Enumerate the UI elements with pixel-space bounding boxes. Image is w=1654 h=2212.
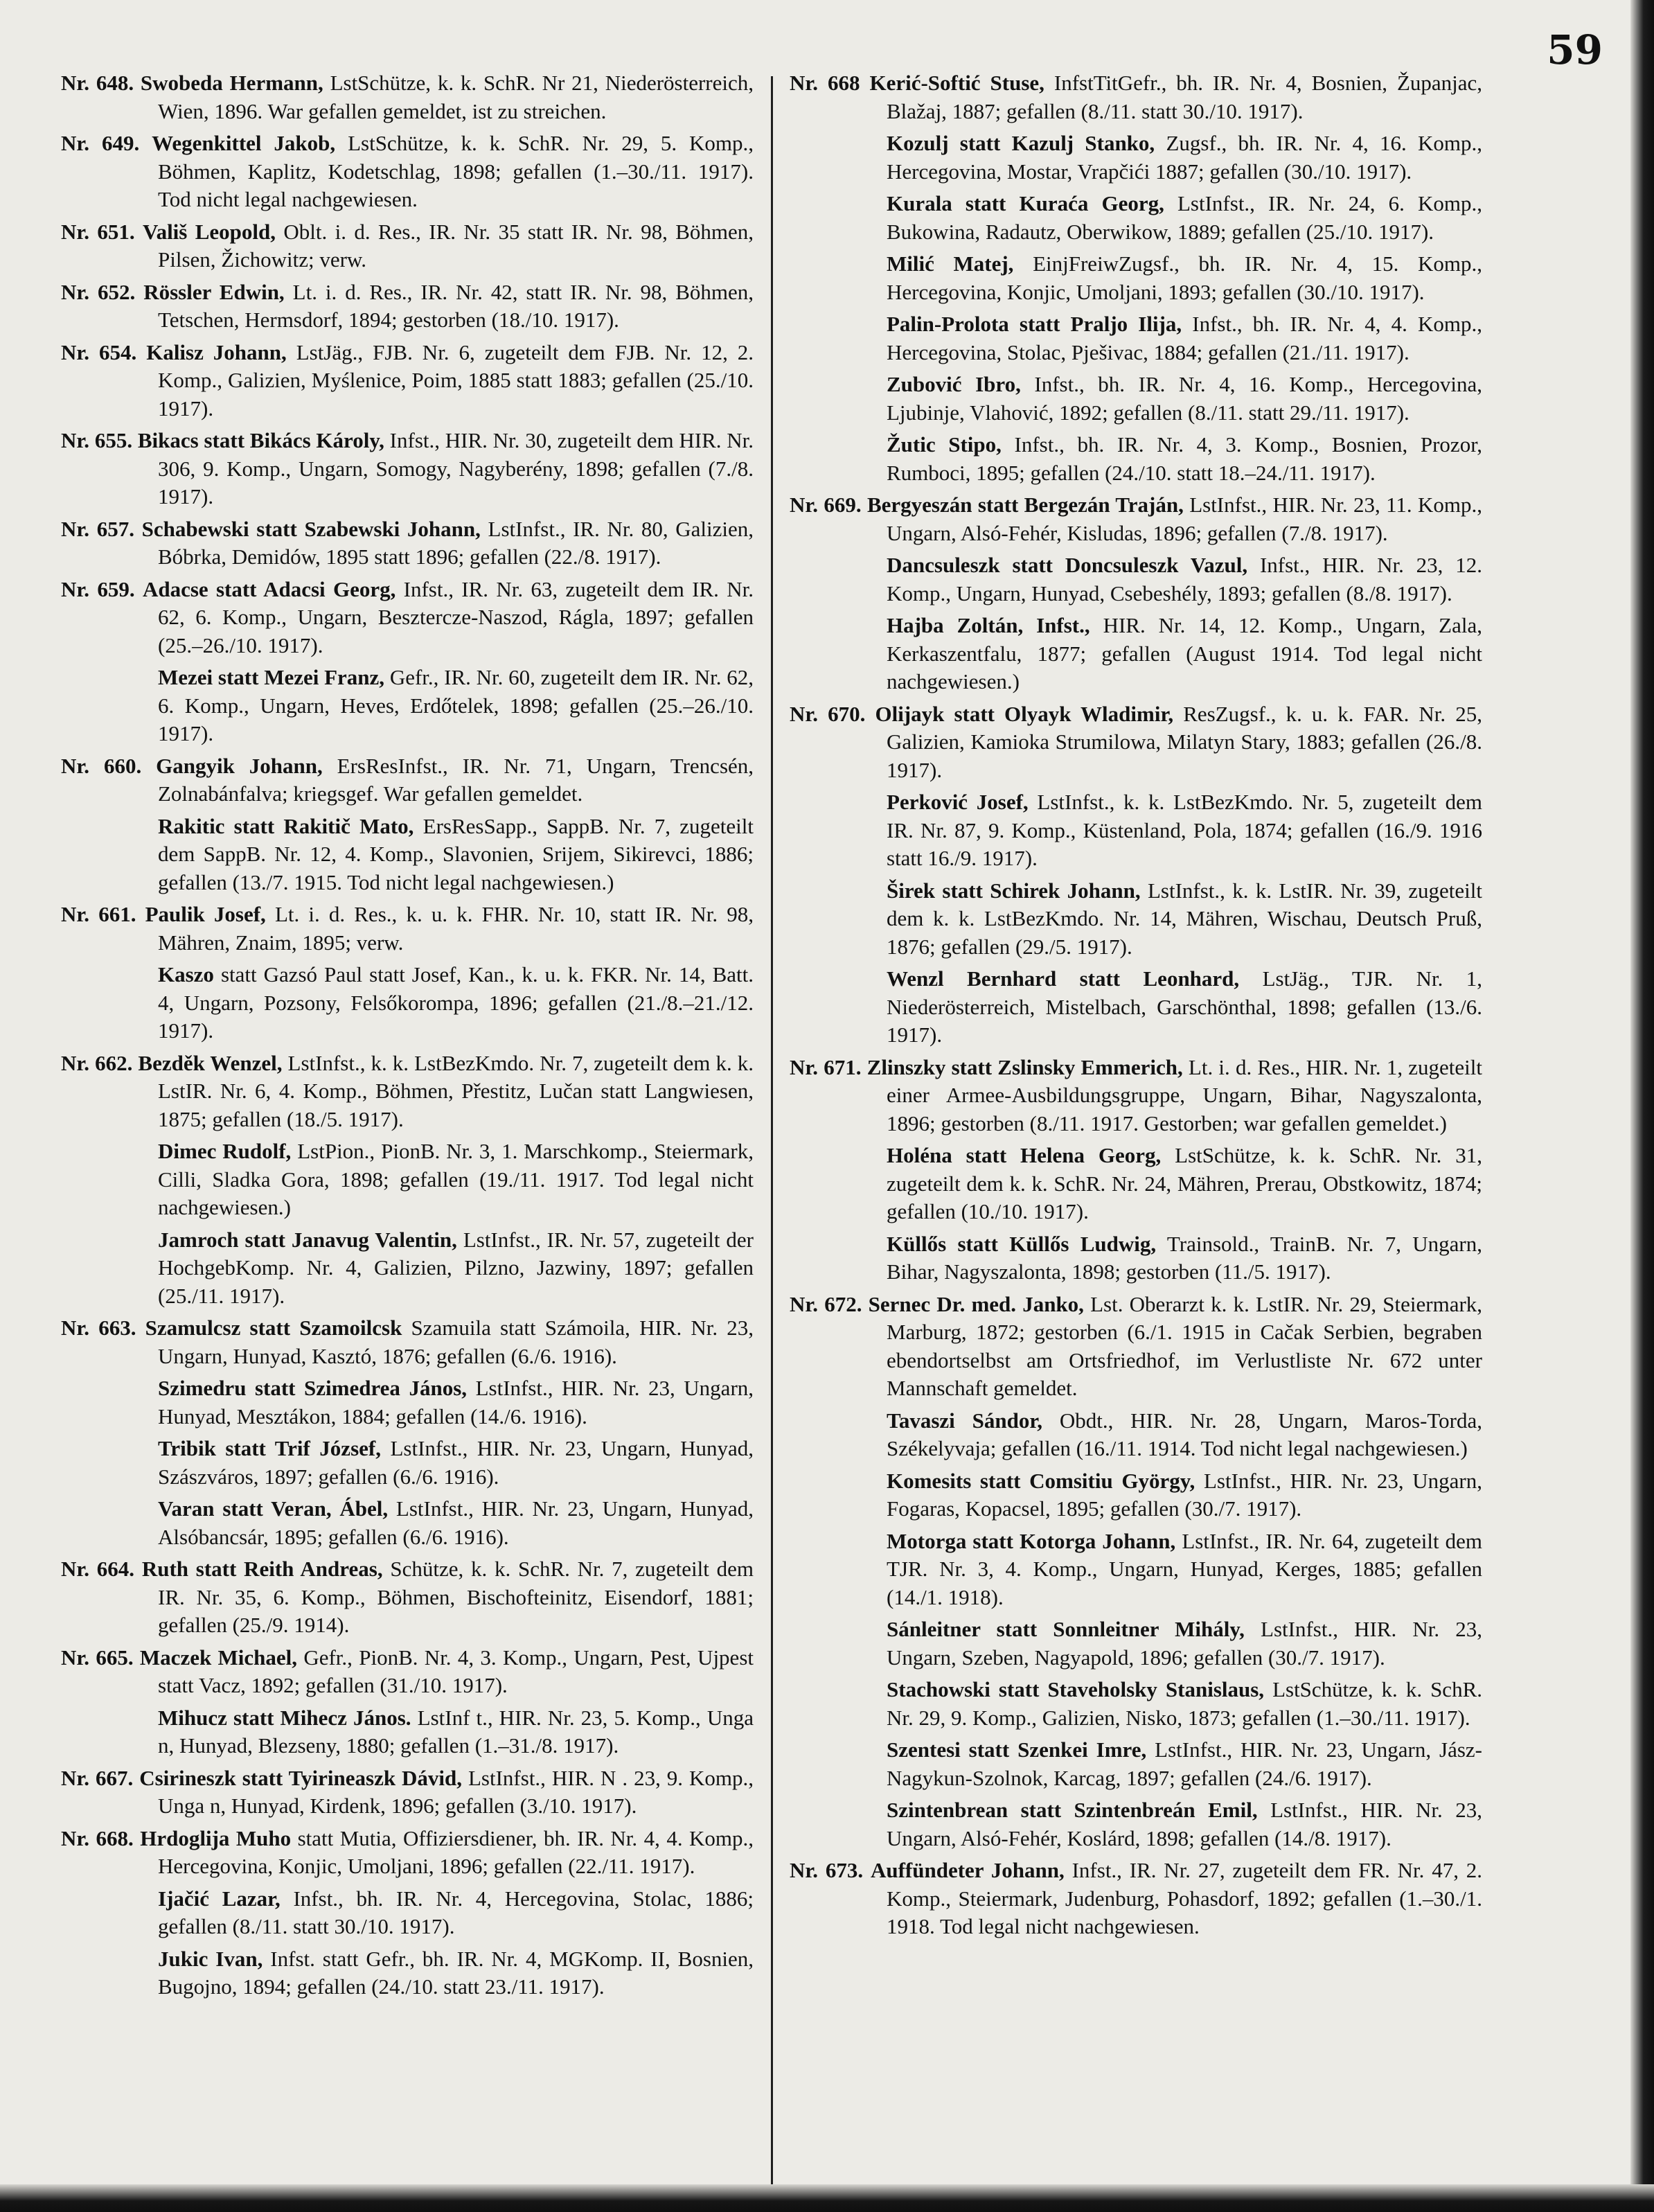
entry-name: Paulik Josef, (145, 902, 266, 926)
casualty-entry (61, 961, 754, 1045)
entry-name: Dancsuleszk statt Doncsuleszk Vazul, (887, 553, 1248, 577)
casualty-entry (61, 69, 754, 125)
scan-edge-bottom (0, 2184, 1654, 2212)
entry-details: Obdt., HIR. Nr. 28, Ungarn, Maros-Torda, Székelyvaja; gefallen (16./11. 1914. Tod nicht legal nachgewiesen.) (887, 1408, 1483, 1460)
casualty-entry (790, 250, 1482, 306)
casualty-entry (790, 1291, 1482, 1403)
casualty-entry (790, 491, 1482, 547)
casualty-entry (61, 1945, 754, 2001)
entry-name: Olijayk statt Olyayk Wladimir, (875, 701, 1174, 726)
casualty-entry (61, 752, 754, 808)
entry-details: LstInfst., HIR. Nr. 23, Ungarn, Hunyad, Szászváros, 1897; gefallen (6./6. 1916). (158, 1436, 754, 1489)
entry-details: statt Gazsó Paul statt Josef, Kan., k. u. k. FKR. Nr. 14, Batt. 4, Ungarn, Pozsony, Felsőkorompa, 1896; gefallen (21./8.–21./12. 1917). (158, 962, 754, 1043)
entry-name: Tavaszi Sándor, (887, 1408, 1042, 1433)
entry-name: Swobeda Hermann, (140, 71, 323, 95)
entry-name: Zlinszky statt Zslinsky Emmerich, (866, 1054, 1183, 1079)
scan-edge-right (1630, 0, 1654, 2212)
casualty-entry (790, 371, 1482, 427)
casualty-entry (790, 1054, 1482, 1138)
entry-details: Infst., bh. IR. Nr. 4, 16. Komp., Hercegovina, Ljubinje, Vlahović, 1892; gefallen (8./11. statt 29./11. 1917). (887, 372, 1482, 425)
entry-details: statt Mutia, Offiziersdiener, bh. IR. Nr. 4, 4. Komp., Hercegovina, Konjic, Umoljani, 1896; gefallen (22./11. 1917). (158, 1825, 754, 1878)
entry-details: LstInfst., HIR. Nr. 23, Ungarn, Szeben, Nagyapold, 1896; gefallen (30./7. 1917). (887, 1617, 1483, 1670)
entry-name: Csirineszk statt Tyirineaszk Dávid, (139, 1765, 463, 1790)
casualty-entry (61, 130, 754, 214)
entry-name: Rakitic statt Rakitič Mato, (158, 813, 414, 838)
entry-name: Komesits statt Comsitiu György, (887, 1468, 1195, 1493)
entry-details: ResZugsf., k. u. k. FAR. Nr. 25, Galizien, Kamioka Strumilowa, Milatyn Stary, 1883; gefallen (26./8. 1917). (887, 701, 1482, 782)
page-number: 59 (1547, 26, 1603, 73)
entry-details: Lt. i. d. Res., IR. Nr. 42, statt IR. Nr. 98, Böhmen, Tetschen, Hermsdorf, 1894; gestorben (18./10. 1917). (158, 279, 754, 332)
casualty-entry (790, 1407, 1482, 1463)
casualty-entry (61, 515, 754, 572)
casualty-entry (790, 130, 1482, 186)
entry-name: Schabewski statt Szabewski Johann, (141, 516, 481, 541)
entry-number: Nr. 667. (61, 1765, 134, 1790)
entry-number: Nr. 670. (790, 701, 866, 726)
casualty-entry (61, 1555, 754, 1640)
casualty-entry (790, 1796, 1482, 1852)
casualty-entry (790, 310, 1482, 366)
casualty-entry (61, 813, 754, 897)
entry-name: Szentesi statt Szenkei Imre, (887, 1737, 1147, 1762)
casualty-entry (61, 1825, 754, 1881)
entry-details: LstInfst., HIR. Nr. 23, Ungarn, Hunyad, Alsóbancsár, 1895; gefallen (6./6. 1916). (158, 1496, 754, 1549)
entry-details: Infst. statt Gefr., bh. IR. Nr. 4, MGKomp. II, Bosnien, Bugojno, 1894; gefallen (24./10. statt 23./11. 1917). (158, 1946, 754, 1999)
entry-number: Nr. 669. (790, 493, 862, 517)
entry-details: Oblt. i. d. Res., IR. Nr. 35 statt IR. Nr. 98, Böhmen, Pilsen, Žichowitz; verw. (158, 219, 754, 272)
casualty-entry (61, 1050, 754, 1134)
entry-details: LstJäg., FJB. Nr. 6, zugeteilt dem FJB. Nr. 12, 2. Komp., Galizien, Myślenice, Poim, 1885 statt 1883; gefallen (25./10. 1917). (158, 339, 754, 421)
entry-details: Lt. i. d. Res., HIR. Nr. 1, zugeteilt einer Armee-Ausbildungsgruppe, Ungarn, Bihar, Nagyszalonta, 1896; gestorben (8./11. 1917. Gestorben; war gefallen gemeldet.) (887, 1054, 1482, 1135)
right-column (790, 69, 1482, 1945)
casualty-entry (61, 1314, 754, 1370)
entry-name: Vališ Leopold, (143, 219, 276, 244)
entry-name: Szintenbrean statt Szintenbreán Emil, (887, 1798, 1258, 1822)
entry-number: Nr. 671. (790, 1054, 862, 1079)
entry-name: Szimedru statt Szimedrea János, (158, 1376, 468, 1400)
entry-details: LstInfst., HIR. N . 23, 9. Komp., Unga n, Hunyad, Kirdenk, 1896; gefallen (3./10. 1917). (158, 1765, 754, 1818)
casualty-entry (61, 1374, 754, 1431)
entry-number: Nr. 668. (61, 1825, 134, 1850)
casualty-entry (790, 1857, 1482, 1941)
entry-details: LstInfst., HIR. Nr. 23, 11. Komp., Ungarn, Alsó-Fehér, Kisludas, 1896; gefallen (7./8. 1917). (887, 493, 1482, 545)
entry-name: Ruth statt Reith Andreas, (141, 1557, 383, 1581)
entry-number: Nr. 652. (61, 279, 136, 304)
entry-name: Bikacs statt Bikács Károly, (137, 428, 384, 452)
entry-details: LstInfst., HIR. Nr. 23, Ungarn, Hunyad, Mesztákon, 1884; gefallen (14./6. 1916). (158, 1376, 754, 1428)
entry-name: Kalisz Johann, (146, 339, 287, 364)
entry-number: Nr. 648. (61, 71, 134, 95)
entry-name: Dimec Rudolf, (158, 1139, 292, 1163)
casualty-entry (790, 1467, 1482, 1523)
entry-details: LstSchütze, k. k. SchR. Nr. 29, 5. Komp., Böhmen, Kaplitz, Kodetschlag, 1898; gefallen (1.–30./11. 1917). Tod nicht legal nachgewiesen. (158, 131, 754, 211)
entry-number: Nr. 659. (61, 576, 135, 601)
entry-details: Gefr., PionB. Nr. 4, 3. Komp., Ungarn, Pest, Ujpest statt Vacz, 1892; gefallen (31./10. 1917). (158, 1645, 754, 1697)
entry-name: Zubović Ibro, (887, 372, 1021, 396)
entry-details: Zugsf., bh. IR. Nr. 4, 16. Komp., Hercegovina, Mostar, Vrapčići 1887; gefallen (30./10. 1917). (887, 131, 1483, 184)
casualty-entry (790, 1676, 1482, 1732)
entry-details: Infst., bh. IR. Nr. 4, Hercegovina, Stolac, 1886; gefallen (8./11. statt 30./10. 1917). (158, 1886, 754, 1938)
casualty-entry (61, 1495, 754, 1551)
entry-name: Stachowski statt Staveholsky Stanislaus, (887, 1677, 1265, 1701)
entry-name: Gangyik Johann, (156, 753, 323, 778)
entry-number: Nr. 665. (61, 1645, 134, 1670)
casualty-entry (61, 1226, 754, 1311)
entry-name: Perković Josef, (887, 790, 1029, 814)
entry-details: Infst., HIR. Nr. 23, 12. Komp., Ungarn, Hunyad, Csebeshély, 1893; gefallen (8./8. 1917). (887, 553, 1482, 605)
entry-details: Trainsold., TrainB. Nr. 7, Ungarn, Bihar, Nagyszalonta, 1898; gestorben (11./5. 1917). (887, 1231, 1482, 1284)
entry-name: Wegenkittel Jakob, (152, 131, 336, 155)
entry-number: Nr. 657. (61, 516, 134, 541)
entry-details: Infst., bh. IR. Nr. 4, 3. Komp., Bosnien, Prozor, Rumboci, 1895; gefallen (24./10. statt 18.–24./11. 1917). (887, 432, 1483, 485)
entry-details: LstPion., PionB. Nr. 3, 1. Marschkomp., Steiermark, Cilli, Sladka Gora, 1898; gefallen (19./11. 1917. Tod legal nicht nachgewiesen.) (158, 1139, 754, 1219)
entry-details: Schütze, k. k. SchR. Nr. 7, zugeteilt dem IR. Nr. 35, 6. Komp., Böhmen, Bischofteinitz, Eisendorf, 1881; gefallen (25./9. 1914). (158, 1557, 754, 1637)
casualty-entry (790, 1142, 1482, 1226)
entry-details: Lt. i. d. Res., k. u. k. FHR. Nr. 10, statt IR. Nr. 98, Mähren, Znaim, 1895; verw. (158, 902, 754, 955)
entry-name: Varan statt Veran, Ábel, (158, 1496, 389, 1521)
casualty-entry (61, 1704, 754, 1760)
entry-number: Nr. 668 (790, 71, 860, 95)
entry-name: Sánleitner statt Sonnleitner Mihály, (887, 1617, 1245, 1641)
entry-name: Žutic Stipo, (887, 432, 1002, 457)
entry-number: Nr. 660. (61, 753, 142, 778)
entry-details: LstInfst., IR. Nr. 80, Galizien, Bóbrka, Demidów, 1895 statt 1896; gefallen (22./8. 1917). (158, 516, 754, 569)
entry-name: Auffündeter Johann, (870, 1858, 1065, 1882)
entry-name: Širek statt Schirek Johann, (887, 878, 1141, 903)
entry-details: Gefr., IR. Nr. 60, zugeteilt dem IR. Nr. 62, 6. Komp., Ungarn, Heves, Erdőtelek, 1898; gefallen (25.–26./10. 1917). (158, 665, 754, 745)
casualty-entry (61, 1885, 754, 1941)
entry-details: LstInf t., HIR. Nr. 23, 5. Komp., Unga n, Hunyad, Blezseny, 1880; gefallen (1.–31./8. 1917). (158, 1705, 754, 1758)
entry-details: ErsResInfst., IR. Nr. 71, Ungarn, Trencsén, Zolnabánfalva; kriegsgef. War gefallen gemeldet. (158, 753, 754, 806)
casualty-entry (61, 427, 754, 511)
entry-number: Nr. 651. (61, 219, 135, 244)
entry-details: HIR. Nr. 14, 12. Komp., Ungarn, Zala, Kerkaszentfalu, 1877; gefallen (August 1914. Tod legal nicht nachgewiesen.) (887, 613, 1482, 693)
entry-details: LstInfst., k. k. LstIR. Nr. 39, zugeteilt dem k. k. LstBezKmdo. Nr. 14, Mähren, Wischau, Deutsch Pruß, 1876; gefallen (29./5. 1917). (887, 878, 1483, 959)
entry-number: Nr. 654. (61, 339, 137, 364)
entry-name: Kaszo (158, 962, 214, 986)
entry-name: Mezei statt Mezei Franz, (158, 665, 385, 689)
entry-details: Infst., bh. IR. Nr. 4, 4. Komp., Hercegovina, Stolac, Pješivac, 1884; gefallen (21./11. 1917). (887, 312, 1482, 364)
entry-details: InfstTitGefr., bh. IR. Nr. 4, Bosnien, Županjac, Blažaj, 1887; gefallen (8./11. statt 30./10. 1917). (887, 71, 1483, 123)
casualty-entry (790, 1528, 1482, 1612)
entry-details: LstSchütze, k. k. SchR. Nr 21, Niederösterreich, Wien, 1896. War gefallen gemeldet, ist zu streichen. (158, 71, 754, 123)
entry-number: Nr. 655. (61, 428, 133, 452)
entry-name: Palin-Prolota statt Praljo Ilija, (887, 312, 1182, 336)
casualty-entry (790, 551, 1482, 608)
entry-number: Nr. 662. (61, 1050, 133, 1075)
entry-name: Maczek Michael, (139, 1645, 298, 1670)
entry-details: LstInfst., IR. Nr. 57, zugeteilt der HochgebKomp. Nr. 4, Galizien, Pilzno, Jazwiny, 1897; gefallen (25./11. 1917). (158, 1227, 754, 1308)
entry-number: Nr. 661. (61, 902, 136, 926)
entry-name: Kozulj statt Kazulj Stanko, (887, 131, 1155, 155)
entry-name: Jamroch statt Janavug Valentin, (158, 1227, 457, 1252)
entry-details: LstInfst., IR. Nr. 24, 6. Komp., Bukowina, Radautz, Oberwikow, 1889; gefallen (25./10. 1917). (887, 191, 1483, 244)
entry-number: Nr. 664. (61, 1557, 135, 1581)
entry-details: LstInfst., HIR. Nr. 23, Ungarn, Fogaras, Kopacsel, 1895; gefallen (30./7. 1917). (887, 1468, 1483, 1521)
casualty-entry (790, 700, 1482, 785)
casualty-entry (61, 901, 754, 957)
entry-name: Motorga statt Kotorga Johann, (887, 1528, 1176, 1553)
entry-name: Hajba Zoltán, Infst., (887, 613, 1090, 637)
entry-name: Bezděk Wenzel, (138, 1050, 283, 1075)
entry-details: LstInfst., k. k. LstBezKmdo. Nr. 5, zugeteilt dem IR. Nr. 87, 9. Komp., Küstenland, Pola, 1874; gefallen (16./9. 1916 statt 16./9. 1917). (887, 790, 1482, 870)
entry-name: Kurala statt Kuraća Georg, (887, 191, 1164, 215)
casualty-entry (790, 612, 1482, 696)
entry-details: LstJäg., TJR. Nr. 1, Niederösterreich, Mistelbach, Garschönthal, 1898; gefallen (13./6. 1917). (887, 966, 1482, 1047)
entry-details: LstSchütze, k. k. SchR. Nr. 29, 9. Komp., Galizien, Nisko, 1873; gefallen (1.–30./11. 1917). (887, 1677, 1482, 1730)
entry-name: Mihucz statt Mihecz János. (158, 1705, 411, 1730)
entry-name: Holéna statt Helena Georg, (887, 1143, 1162, 1167)
casualty-entry (61, 1764, 754, 1821)
entry-number: Nr. 673. (790, 1858, 864, 1882)
left-column (61, 69, 754, 2006)
casualty-entry (790, 1616, 1482, 1672)
casualty-entry (790, 1736, 1482, 1792)
entry-name: Szamulcsz statt Szamoilcsk (145, 1316, 402, 1340)
entry-name: Wenzl Bernhard statt Leonhard, (887, 966, 1240, 991)
entry-details: LstInfst., HIR. Nr. 23, Ungarn, Alsó-Fehér, Koslárd, 1898; gefallen (14./8. 1917). (887, 1798, 1482, 1850)
casualty-entry (790, 788, 1482, 873)
entry-details: Infst., HIR. Nr. 30, zugeteilt dem HIR. Nr. 306, 9. Komp., Ungarn, Somogy, Nagyberény, 1898; gefallen (7./8. 1917). (158, 428, 754, 508)
entry-name: Bergyeszán statt Bergezán Traján, (866, 493, 1184, 517)
casualty-entry (790, 877, 1482, 962)
entry-name: Tribik statt Trif József, (158, 1436, 381, 1460)
casualty-entry (61, 664, 754, 748)
entry-name: Jukic Ivan, (158, 1946, 263, 1971)
entry-number: Nr. 649. (61, 131, 140, 155)
column-divider (771, 76, 773, 2189)
entry-name: Sernec Dr. med. Janko, (868, 1291, 1084, 1316)
casualty-entry (790, 965, 1482, 1050)
entry-details: LstSchütze, k. k. SchR. Nr. 31, zugeteilt dem k. k. SchR. Nr. 24, Mähren, Prerau, Obstkowitz, 1874; gefallen (10./10. 1917). (887, 1143, 1483, 1223)
casualty-entry (61, 218, 754, 274)
casualty-entry (790, 1230, 1482, 1286)
entry-details: Infst., IR. Nr. 27, zugeteilt dem FR. Nr. 47, 2. Komp., Steiermark, Judenburg, Pohasdorf, 1892; gefallen (1.–30./1. 1918. Tod legal nicht nachgewiesen. (887, 1858, 1483, 1938)
entry-name: Adacse statt Adacsi Georg, (142, 576, 396, 601)
casualty-entry (790, 190, 1482, 246)
entry-details: Infst., IR. Nr. 63, zugeteilt dem IR. Nr. 62, 6. Komp., Ungarn, Besztercze-Naszod, Rágla, 1897; gefallen (25.–26./10. 1917). (158, 576, 754, 657)
entry-details: LstInfst., k. k. LstBezKmdo. Nr. 7, zugeteilt dem k. k. LstIR. Nr. 6, 4. Komp., Böhmen, Přestitz, Lučan statt Langwiesen, 1875; gefallen (18./5. 1917). (158, 1050, 754, 1131)
entry-number: Nr. 672. (790, 1291, 862, 1316)
casualty-entry (61, 576, 754, 660)
casualty-entry (61, 1138, 754, 1222)
casualty-entry (61, 339, 754, 423)
casualty-entry (61, 1435, 754, 1491)
entry-details: EinjFreiwZugsf., bh. IR. Nr. 4, 15. Komp., Hercegovina, Konjic, Umoljani, 1893; gefallen (30./10. 1917). (887, 251, 1483, 304)
casualty-entry (790, 69, 1482, 125)
entry-details: Szamuila statt Számoila, HIR. Nr. 23, Ungarn, Hunyad, Kasztó, 1876; gefallen (6./6. 1916). (158, 1316, 754, 1368)
casualty-entry (790, 431, 1482, 487)
entry-number: Nr. 663. (61, 1316, 136, 1340)
entry-name: Ijačić Lazar, (158, 1886, 281, 1911)
entry-details: LstInfst., HIR. Nr. 23, Ungarn, Jász-Nagykun-Szolnok, Karcag, 1897; gefallen (24./6. 1917). (887, 1737, 1483, 1790)
entry-name: Kerić-Softić Stuse, (869, 71, 1044, 95)
entry-details: ErsResSapp., SappB. Nr. 7, zugeteilt dem SappB. Nr. 12, 4. Komp., Slavonien, Srijem, Sikirevci, 1886; gefallen (13./7. 1915. Tod nicht legal nachgewiesen.) (158, 813, 754, 894)
entry-name: Milić Matej, (887, 251, 1014, 276)
casualty-entry (61, 1644, 754, 1700)
entry-details: LstInfst., IR. Nr. 64, zugeteilt dem TJR. Nr. 3, 4. Komp., Ungarn, Hunyad, Kerges, 1885; gefallen (14./1. 1918). (887, 1528, 1482, 1609)
entry-details: Lst. Oberarzt k. k. LstIR. Nr. 29, Steiermark, Marburg, 1872; gestorben (6./1. 1915 in Cačak Serbien, begraben ebendortselbst am Ortsfriedhof, im Verlustliste Nr. 672 unter Mannschaft gemeldet. (887, 1291, 1483, 1400)
entry-name: Küllős statt Küllős Ludwig, (887, 1231, 1157, 1256)
casualty-entry (61, 278, 754, 335)
entry-name: Hrdoglija Muho (140, 1825, 292, 1850)
entry-name: Rössler Edwin, (143, 279, 285, 304)
